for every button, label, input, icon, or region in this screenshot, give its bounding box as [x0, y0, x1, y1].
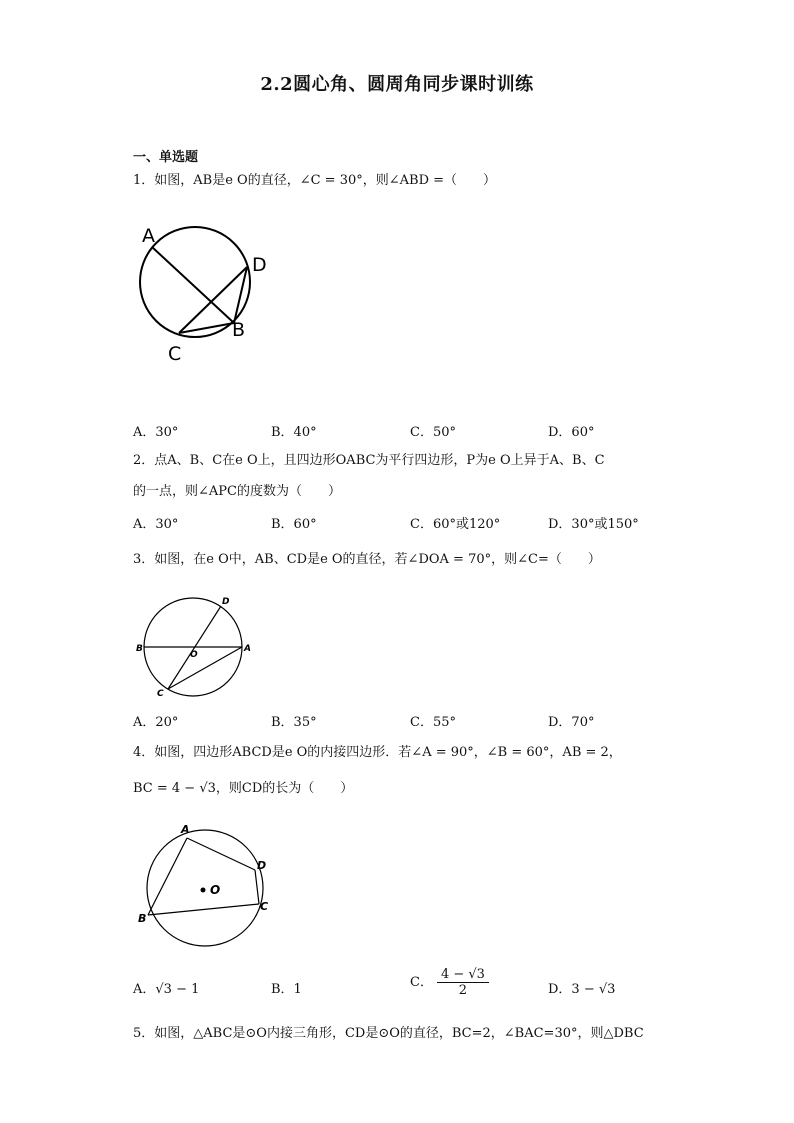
q4-label-d: D	[257, 859, 267, 872]
question-1-stem: 1．如图，AB是e O的直径，∠C = 30°，则∠ABD =（ ）	[133, 173, 497, 188]
q4-label-c: C	[260, 900, 269, 913]
question-2-line-2: 的一点，则∠APC的度数为（ ）	[133, 484, 341, 499]
q3-label-c: C	[157, 689, 164, 699]
q4-option-a: A．√3 − 1	[133, 982, 200, 997]
question-4-line-1: 4．如图，四边形ABCD是e O的内接四边形．若∠A = 90°，∠B = 60°，AB = 2，	[133, 745, 622, 760]
q4-option-c-fraction	[437, 967, 489, 998]
q4-option-d: D．3 − √3	[548, 982, 616, 997]
question-2-options	[133, 513, 693, 533]
question-1-options	[133, 421, 693, 441]
question-2-line-1: 2．点A、B、C在e O上，且四边形OABC为平行四边形，P为e O上异于A、B、C	[133, 453, 605, 468]
q3-label-d: D	[222, 597, 230, 607]
question-1-figure	[130, 215, 280, 370]
q2-option-a: A．30°	[133, 517, 179, 532]
q1-label-b: B	[232, 319, 246, 341]
q4-option-c-label: C．	[410, 975, 433, 990]
q3-label-a: A	[244, 644, 251, 654]
q1-option-d: D．60°	[548, 425, 595, 440]
q3-option-a: A．20°	[133, 715, 179, 730]
question-3-stem: 3．如图，在e O中，AB、CD是e O的直径，若∠DOA = 70°，则∠C=（ ）	[133, 552, 601, 567]
q1-option-b: B．40°	[271, 425, 317, 440]
question-4-options	[133, 967, 693, 1005]
q1-option-a: A．30°	[133, 425, 179, 440]
q4-label-b: B	[138, 912, 147, 925]
question-5-line-1: 5．如图，△ABC是⊙O内接三角形，CD是⊙O的直径，BC=2，∠BAC=30°，则△DBC	[133, 1026, 644, 1041]
q2-option-c: C．60°或120°	[410, 517, 501, 532]
q4-label-a: A	[181, 823, 190, 836]
q3-option-c: C．55°	[410, 715, 456, 730]
q1-label-d: D	[252, 254, 267, 276]
q3-label-b: B	[136, 644, 143, 654]
q3-option-b: B．35°	[271, 715, 317, 730]
section-heading: 一、单选题	[133, 150, 199, 165]
page-title: 2.2圆心角、圆周角同步课时训练	[260, 74, 534, 95]
q1-option-c: C．50°	[410, 425, 456, 440]
q1-label-a: A	[142, 225, 155, 247]
q2-option-d: D．30°或150°	[548, 517, 639, 532]
question-3-options	[133, 711, 693, 731]
q3-option-d: D．70°	[548, 715, 595, 730]
q4-option-c-numerator: 4 − √3	[437, 967, 489, 983]
q2-option-b: B．60°	[271, 517, 317, 532]
q4-option-c	[410, 967, 489, 998]
question-4-line-2: BC = 4 − √3，则CD的长为（ ）	[133, 781, 354, 796]
q3-label-o: O	[190, 650, 198, 660]
q4-option-b: B．1	[271, 982, 302, 997]
question-4-figure	[133, 818, 278, 953]
q4-label-o: O	[210, 883, 221, 897]
q4-option-c-denominator: 2	[458, 983, 468, 998]
q1-label-c: C	[168, 343, 182, 365]
question-3-figure	[133, 590, 258, 700]
